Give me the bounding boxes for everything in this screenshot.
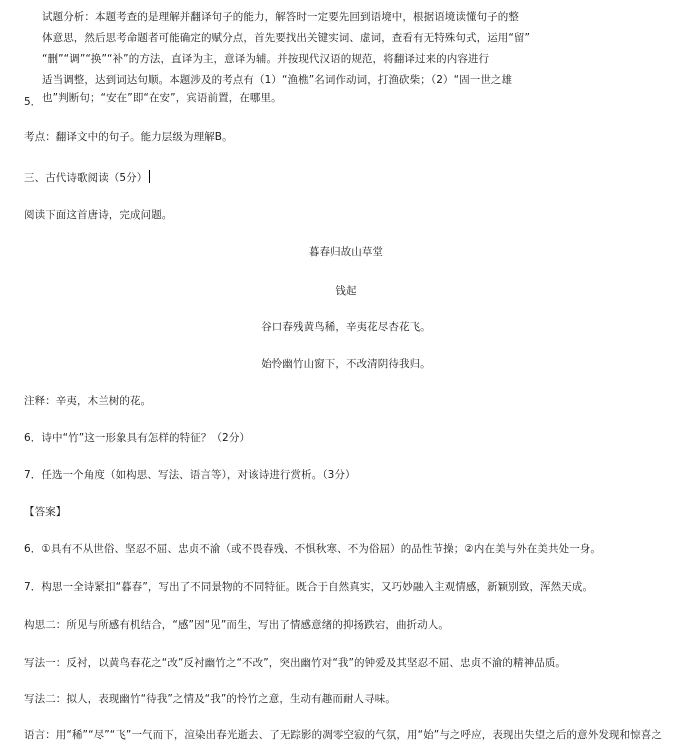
- xiefa-1: 写法一：反衬，以黄鸟春花之“改”反衬幽竹之“不改”，突出幽竹对“我”的钟爱及其坚忍不屈、忠贞不渝的精神品质。: [24, 657, 567, 669]
- poem-line-2: 始怜幽竹山窗下，不改清阴待我归。: [261, 358, 431, 370]
- question-6: 6．诗中“竹”这一形象具有怎样的特征？（2分）: [24, 432, 251, 444]
- note-line: 注释：辛夷，木兰树的花。: [24, 395, 152, 407]
- analysis-line-2: 体意思，然后思考命题者可能确定的赋分点，首先要找出关键实词、虚词，查看有无特殊句式，运用“留”: [42, 32, 531, 44]
- question-7: 7．任选一个角度（如构思、写法、语言等），对该诗进行赏析。（3分）: [24, 469, 356, 481]
- question-number-5: 5．: [24, 96, 42, 108]
- answer-7: 7．构思一全诗紧扣“暮春”，写出了不同景物的不同特征。既合于自然真实，又巧妙融入主观情感，新颖别致，浑然天成。: [24, 581, 594, 593]
- section-title: 三、古代诗歌阅读（5分）: [24, 172, 148, 184]
- analysis-line-1: 试题分析：本题考查的是理解并翻译句子的能力，解答时一定要先回到语境中，根据语境读懂句子的整: [42, 11, 519, 23]
- answer-6: 6．①具有不从世俗、坚忍不屈、忠贞不渝（或不畏春残、不惧秋寒、不为俗屈）的品性节操；②内在美与外在美共处一身。: [24, 543, 602, 555]
- gousi-2: 构思二：所见与所感有机结合，“感”因“见”而生，写出了情感意绪的抑扬跌宕，曲折动人。: [24, 619, 449, 631]
- poem-title: 暮春归故山草堂: [308, 246, 384, 258]
- text-cursor: [149, 170, 150, 183]
- kaodian-line: 考点：翻译文中的句子。能力层级为理解B。: [24, 131, 233, 143]
- answer-header: 【答案】: [24, 506, 67, 518]
- yuyan-line: 语言：用“稀”“尽”“飞”一气而下，渲染出春光逝去、了无踪影的凋零空寂的气氛，用“始”与之呼应，表现出失望之后的意外发现和惊喜之: [24, 729, 662, 741]
- analysis-line-3: “删”“调”“换”“补”的方法，直译为主，意译为辅。并按现代汉语的规范，将翻译过来的内容进行: [42, 53, 490, 65]
- instruction-line: 阅读下面这首唐诗，完成问题。: [24, 209, 173, 221]
- section-title-line: [24, 170, 150, 185]
- analysis-line-4: 适当调整，达到词达句顺。本题涉及的考点有（1）“渔樵”名词作动词，打渔砍柴；（2）“固一世之雄: [42, 74, 513, 86]
- poem-line-1: 谷口春残黄鸟稀，辛夷花尽杏花飞。: [261, 321, 431, 333]
- poem-author: 钱起: [335, 285, 357, 297]
- analysis-line-5: 也”判断句；“安在”即“在安”，宾语前置，在哪里。: [42, 92, 282, 104]
- xiefa-2: 写法二：拟人，表现幽竹“待我”之情及“我”的怜竹之意，生动有趣而耐人寻味。: [24, 693, 396, 705]
